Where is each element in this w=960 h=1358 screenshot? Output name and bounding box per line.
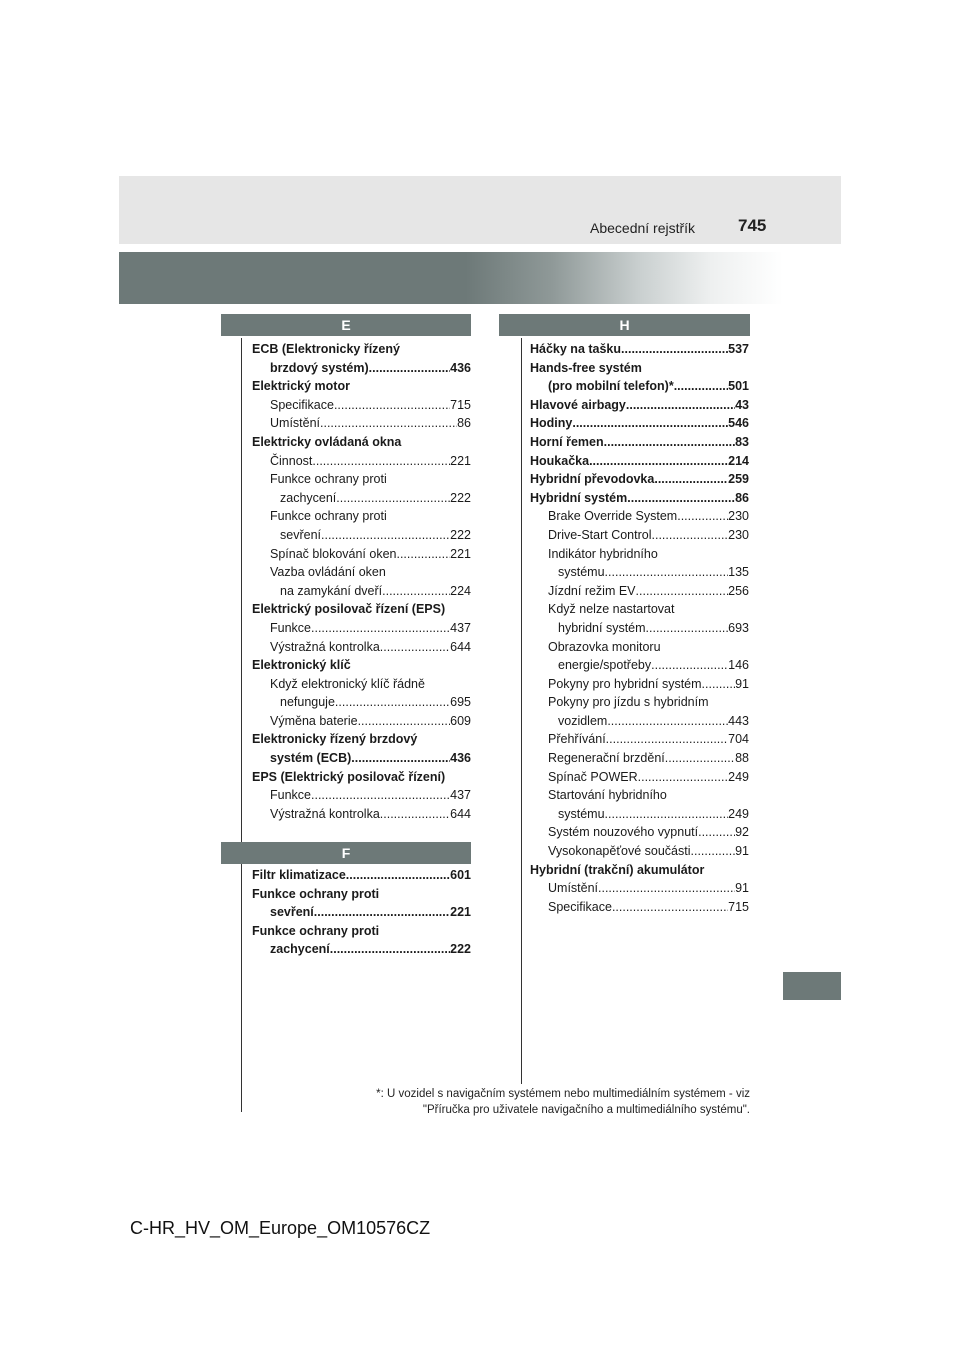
index-entry [252,805,471,824]
index-entry-text: Funkce ochrany proti [252,886,380,901]
index-entry [252,377,471,396]
index-entry-page: 222 [450,942,471,957]
index-entry [530,638,749,657]
index-entry [252,922,471,941]
dot-leader [336,489,450,508]
index-entry-text: Hodiny [530,416,573,431]
index-entry-page: 695 [450,695,471,710]
index-entry-text: Filtr klimatizace [252,868,346,882]
dot-leader [627,489,735,508]
index-entry-text: Elektricky ovládaná okna [252,434,402,449]
index-entry [252,340,471,359]
index-entry [530,433,749,452]
index-entry-page: 214 [728,453,749,468]
dot-leader [314,903,450,922]
index-entry-text: Startování hybridního [548,788,667,803]
index-entry [530,489,749,508]
index-entry [252,675,471,694]
index-entry [530,768,749,787]
dot-leader [652,526,729,545]
index-entry-page: 704 [728,732,749,747]
index-entry-text: Háčky na tašku [530,342,622,356]
index-entry [530,414,749,433]
index-entry [530,730,749,749]
index-entry-page: 86 [735,490,749,505]
index-entry-page: 259 [728,472,749,487]
dot-leader [606,730,728,749]
dot-leader [604,433,735,452]
index-entry [530,452,749,471]
index-entry [530,898,749,917]
footnote-line-2: "Příručka pro uživatele navigačního a multimediálního systému". [422,1104,750,1116]
footnote-line-1: *: U vozidel s navigačním systémem nebo multimediálním systémem - viz [376,1088,750,1100]
index-entry [530,619,749,638]
index-entry-text: Houkačka [530,453,590,468]
index-entry [252,526,471,545]
index-entry-page: 249 [728,806,749,821]
dot-leader [607,712,728,731]
dot-leader [369,359,450,378]
index-entry-page: 644 [450,639,471,654]
index-entry-text: Spínač blokování oken [270,546,397,561]
dot-leader [621,340,728,359]
index-entry-text: Výstražná kontrolka [270,639,380,654]
index-entry-page: 715 [728,899,749,914]
index-entry [530,470,749,489]
index-entry-text: Hlavové airbagy [530,397,626,412]
index-entry [530,600,749,619]
dot-leader [626,396,735,415]
index-entry [530,507,749,526]
index-entry [252,903,471,922]
dot-leader [334,396,450,415]
index-entry-page: 43 [735,397,749,412]
index-entry [252,433,471,452]
letter-bar-f: F [221,842,471,864]
index-entry-text: Funkce ochrany proti [270,509,387,524]
index-entry-text: Když elektronický klíč řádně [270,676,425,691]
index-entry [252,940,471,959]
index-entry-page: 249 [728,769,749,784]
index-entry-text: Hands-free systém [530,360,642,375]
index-entry-text: systém (ECB) [270,751,352,766]
dot-leader [572,414,728,433]
index-entry [252,489,471,508]
index-entry-page: 222 [450,490,471,505]
index-entry-text: Elektrický posilovač řízení (EPS) [252,602,446,617]
index-entry-text: Drive-Start Control [548,527,652,542]
index-entry [252,866,471,885]
dot-leader [674,377,728,396]
index-entry [530,693,749,712]
dot-leader [612,898,728,917]
index-entry-page: 224 [450,583,471,598]
dot-leader [335,693,450,712]
index-entry-text: Horní řemen [530,434,604,449]
index-entry-text: Systém nouzového vypnutí [548,825,699,840]
document-code: C-HR_HV_OM_Europe_OM10576CZ [130,1218,431,1238]
index-entry [530,545,749,564]
index-entry [252,885,471,904]
index-entry [252,786,471,805]
dot-leader [654,470,728,489]
index-entry [252,619,471,638]
index-entry-text: sevření [280,527,321,542]
index-entry-page: 609 [450,713,471,728]
index-entry [530,340,749,359]
dot-leader [691,842,736,861]
index-entry-text: energie/spotřeby [558,658,652,673]
left-column-rule [241,338,242,1112]
index-entry [252,730,471,749]
letter-bar-h: H [499,314,750,336]
index-entry-text: Obrazovka monitoru [548,639,661,654]
index-entry-text: Hybridní systém [530,490,628,505]
dot-leader [382,582,450,601]
index-entry-text: Elektronicky řízený brzdový [252,732,418,747]
dot-leader [646,619,729,638]
index-entry [530,377,749,396]
dot-leader [605,563,729,582]
index-entry-text: hybridní systém [558,620,646,635]
index-entry-text: nefunguje [280,695,335,710]
index-entry-page: 443 [728,713,749,728]
index-entry-page: 221 [450,905,471,920]
index-entry [252,656,471,675]
index-entry-page: 230 [728,527,749,542]
index-entry-text: Elektrický motor [252,379,350,394]
index-entry-text: systému [558,806,605,821]
index-entry-text: zachycení [270,942,330,957]
index-entry-text: Funkce ochrany proti [252,923,380,938]
index-entry-page: 221 [450,546,471,561]
dot-leader [321,526,450,545]
index-entry [530,563,749,582]
index-entry-text: Spínač POWER [548,769,638,784]
index-entry-text: Elektronický klíč [252,658,351,673]
index-entry-text: Hybridní převodovka [530,472,655,487]
dot-leader [638,768,729,787]
index-entry [252,359,471,378]
index-entry-page: 92 [735,825,749,840]
index-entry-page: 91 [735,881,749,896]
index-entry-page: 86 [457,416,471,431]
index-entry-page: 91 [735,676,749,691]
index-entry-text: Vysokonapěťové součásti [548,844,691,859]
index-entry [530,823,749,842]
index-entry [252,396,471,415]
index-entry-text: Když nelze nastartovat [548,602,675,617]
dot-leader [598,879,735,898]
index-entry [530,675,749,694]
center-column-rule [521,338,522,1084]
index-entry-page: 135 [728,565,749,580]
index-entry [252,545,471,564]
dot-leader [396,545,450,564]
index-entry [530,786,749,805]
dot-leader [651,656,728,675]
index-entry [252,768,471,787]
dot-leader [636,582,729,601]
index-entry-text: na zamykání dveří [280,583,383,598]
dot-leader [665,749,735,768]
index-entry [252,470,471,489]
footnote [260,1086,750,1118]
index-entry [252,749,471,768]
index-entry-text: Specifikace [548,899,612,914]
index-entry-text: ECB (Elektronicky řízený [252,342,400,356]
index-entry [252,507,471,526]
index-entry [530,359,749,378]
index-entry [530,842,749,861]
index-entry-page: 437 [450,620,471,635]
index-entry [252,600,471,619]
dot-leader [358,712,451,731]
index-entry-text: Brake Override System [548,509,678,524]
dot-leader [330,940,450,959]
index-entry-page: 644 [450,806,471,821]
dot-leader [311,619,450,638]
index-entry-page: 601 [450,868,471,882]
dot-leader [380,805,450,824]
index-entry-page: 715 [450,397,471,412]
index-entry [530,656,749,675]
dot-leader [380,638,450,657]
dot-leader [312,452,450,471]
index-entry-text: systému [558,565,605,580]
index-entry [252,414,471,433]
index-entry [530,712,749,731]
index-entry [252,693,471,712]
index-entry [530,396,749,415]
index-entry-page: 437 [450,788,471,803]
dot-leader [351,749,450,768]
index-entry-text: Pokyny pro jízdu s hybridním [548,695,709,710]
index-entry-text: Umístění [270,416,321,431]
index-entry-page: 256 [728,583,749,598]
section-side-tab [783,972,841,1000]
index-entry-page: 221 [450,453,471,468]
index-entry [252,582,471,601]
index-entry-text: Činnost [270,453,313,468]
index-entry-text: Umístění [548,881,599,896]
index-entry-text: Vazba ovládání oken [270,565,386,580]
index-entry [252,452,471,471]
index-entry-text: Funkce ochrany proti [270,472,387,487]
index-entry [530,879,749,898]
index-entry-page: 230 [728,509,749,524]
index-entry-text: zachycení [280,490,337,505]
dot-leader [311,786,450,805]
index-entry-text: sevření [270,905,314,920]
index-entry-page: 146 [728,658,749,673]
index-entry-page: 91 [735,844,749,859]
index-entry [530,749,749,768]
index-column-f [252,866,471,959]
dot-leader [702,675,736,694]
index-entry-text: Regenerační brzdění [548,751,665,766]
index-entry-page: 436 [450,751,471,766]
index-entry [530,805,749,824]
index-entry-page: 436 [450,360,471,375]
index-column-e [252,340,471,823]
index-entry-page: 83 [735,434,749,449]
index-entry-text: Hybridní (trakční) akumulátor [530,862,705,877]
index-entry-text: Výstražná kontrolka [270,806,380,821]
index-entry-text: Funkce [270,788,311,803]
dot-leader [677,507,728,526]
index-column-h [530,340,749,916]
decorative-gradient-band [119,252,841,304]
index-entry-page: 537 [728,342,749,356]
header-band [119,176,841,244]
index-entry-page: 222 [450,527,471,542]
index-entry [252,712,471,731]
dot-leader [605,805,729,824]
dot-leader [346,866,450,885]
index-entry [530,582,749,601]
index-entry-text: brzdový systém) [270,360,369,375]
index-entry [252,563,471,582]
index-entry-text: EPS (Elektrický posilovač řízení) [252,769,446,784]
page-number: 745 [738,216,767,235]
dot-leader [589,452,728,471]
index-entry-page: 501 [728,379,749,394]
index-entry-page: 88 [735,751,749,766]
index-entry-page: 546 [728,416,749,431]
index-entry-text: Funkce [270,620,311,635]
index-entry-text: Jízdní režim EV [548,583,636,598]
index-entry [530,861,749,880]
index-entry-text: Indikátor hybridního [548,546,658,561]
dot-leader [698,823,735,842]
section-title: Abecední rejstřík [590,220,696,236]
index-entry-text: Specifikace [270,397,334,412]
index-entry [530,526,749,545]
letter-bar-e: E [221,314,471,336]
index-entry-text: Přehřívání [548,732,606,747]
index-entry-text: Výměna baterie [270,713,358,728]
index-entry-text: (pro mobilní telefon)* [548,379,674,394]
index-entry-text: vozidlem [558,713,608,728]
index-entry-page: 693 [728,620,749,635]
dot-leader [320,414,457,433]
index-entry [252,638,471,657]
index-entry-text: Pokyny pro hybridní systém [548,676,702,691]
